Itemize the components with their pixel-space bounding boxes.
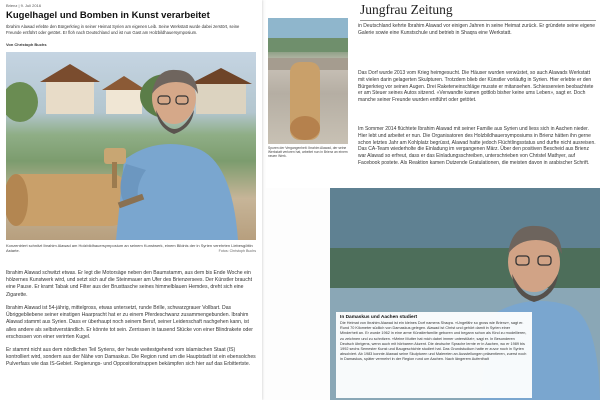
mountain	[330, 188, 600, 248]
log-illustration	[268, 18, 348, 144]
tree-left	[6, 82, 38, 122]
chalet-roof	[40, 64, 100, 82]
log-photo	[268, 18, 348, 144]
article-headline: Kugelhagel und Bomben in Kunst verarbeitet	[6, 10, 210, 21]
article-paragraph: in Deutschland kehrte Ibrahim Alawad vor einigen Jahren in seine Heimat zurück. Er gründete seine eigene Galerie sowie eine Kunstschule und betrieb in Shaqra eine Werkstatt.	[358, 23, 596, 36]
article-paragraph: Das Dorf wurde 2013 vom Krieg heimgesucht. Die Häuser wurden verwüstet, so auch Alawads Werkstatt mit vielen darin gelagerten Skulpturen. Trotzdem blieb der Künstler vorläufig in Syrien. Hier erlebte er den Bürgerkrieg vor seinen Augen. Drei Raketeneinschläge musste er mitansehen. Schiessereien beobachtete er am Steuer seines Autos sitzend. «Verwandte kamen gottlob bisher keine ums Leben», sagt er. Doch manche seiner Freunde wurden entführt oder getötet.	[358, 70, 594, 104]
article-meta: Brienz | 9. Juli 2016	[6, 3, 42, 8]
article-paragraph: Er stammt nicht aus dem nördlichen Teil Syriens, der heute weitestgehend vom islamischen Staat (IS) kontrolliert wird, sondern aus der Nähe von Damaskus. Die Region rund um die Hauptstadt ist ein ebensolches Pulverfass wie das IS-Gebiet. Regierungs- und Oppositionstruppen bekämpfen sich hier auf das Erbittertste.	[6, 347, 256, 368]
article-page-right	[266, 0, 600, 188]
sculptor-illustration	[6, 52, 256, 240]
portrait-page	[330, 188, 600, 400]
article-lead: Ibrahim Alawad erlebte den Bürgerkrieg in seiner Heimat Syrien am eigenen Leib. Seine Werkstatt wurde dabei zerstört, seine Freunde entführt oder getötet. Er floh nach Deutschland und ist nun Gast am Holzbildhauersymposium.	[6, 24, 240, 35]
info-box-text: Die Heimat von Ibrahim Alawad ist ein kleines Dorf namens Shaqra. «Ungefähr so gross wie Brienz», sagt er. Rund 70 Kilometer südlich von Damaskus gelegen. Alawad ist Christ und gehört damit in Syrien einer Minderheit an. Er wurde 1962 in eine arme Künstlerfamilie geboren und begann schon als Kind zu modellieren, zu zeichnen und zu schnitzen. «Meine Mutter hat mich dabei immer unterstützt», sagt er. In Besonderen Deutsch übrigens, wenn auch mit hörbarem Akzent. Die deutsche Sprache lernte er in Aachen, wo er 1989 bis 1992 sechs Semester Kunst und Baugeschichte studiert hat. Das Grundstudium hatte er zuvor noch in Syrien absolviert. Ab 1983 konnte Alawad seine Skulpturen und Malereien an Ausstellungen präsentieren, zuerst noch in Damaskus, später vermehrt in der Region rund um Aachen. Nach längerem Aufenthalt	[340, 321, 527, 362]
chalet-building	[46, 80, 94, 114]
photo-credit: Fotos: Christoph Buchs	[218, 249, 256, 253]
info-box	[336, 312, 532, 398]
newspaper-masthead: Jungfrau Zeitung	[360, 2, 453, 17]
chalet-roof-2	[102, 76, 146, 90]
chalet-building-2	[106, 88, 142, 114]
photo-caption: Konzentriert schnitzt Ibrahim Alawad am Holzbildhauersymposium an seinem Kunstwerk, einem Bildnis der in Syrien verehrten Liebesgöttin Astarte.	[6, 243, 253, 253]
mallet-handle	[112, 162, 117, 188]
article-page-left	[0, 0, 262, 400]
article-paragraph: Ibrahim Alawad schwitzt etwas. Er legt die Motorsäge neben den Baumstamm, aus dem bis Ende Woche ein hölzernes Kunstwerk wird, und setzt sich auf die Steinmauer am Ufer des Brienzersees. Der Künstler braucht eine Pause. Er kramt Tabak und Filter aus der Brusttasche seines himmelblauen Hemdes, dreht sich eine Zigarette.	[6, 270, 253, 298]
sky	[268, 18, 348, 38]
log-cross-section	[290, 116, 320, 140]
photo-caption-right: Spuren der Vergangenheit: Ibrahim Alawad, der seine Werkstatt verloren hat, arbeitet nun in Brienz an einem neuen Werk.	[268, 146, 348, 159]
mallet-icon	[104, 148, 126, 164]
sculptor-photo	[6, 52, 256, 240]
trees	[268, 38, 348, 52]
chalet-roof-3	[190, 68, 252, 84]
article-byline: Von Christoph Buchs	[6, 42, 47, 47]
masthead-divider	[360, 20, 596, 21]
article-paragraph: Im Sommer 2014 flüchtete Ibrahim Alawad mit seiner Familie aus Syrien und liess sich in Aachen nieder. Hier lebt und arbeitet er nun. Die Organisatoren des Holzbildhauersymposiums in Brienz hätten ihn gerne schon letztes Jahr am Kohlplatz begrüsst, Alawad hatte jedoch Flüchtlingsstatus und durfte nicht ausreisen. Das CA-Team wiederholte die Einladung im vergangenen März. Über den positiven Bescheid aus Brienz war Alawad so erfreut, dass er das Einladungsschreiben, unterschrieben von Christel Mathyer, auf Facebook postete. Als Reaktion kamen Dutzende Gratulationen, die meisten davon in arabischer Schrift.	[358, 126, 596, 166]
chalet-building-3	[196, 82, 246, 114]
info-box-title: In Damaskus und Aachen studiert	[340, 315, 418, 320]
forest	[330, 248, 600, 288]
article-paragraph: Ibrahim Alawad ist 54-jährig, mittelgross, etwas untersetzt, runde Brille, schwarzgrauer Vollbart. Das Übriggebliebene seiner einstigen Haarpracht hat er zu einem Pferdeschwanz zusammengebunden. Ibrahim Alawad stammt aus Syrien. Dass er überhaupt noch seinem Beruf, seiner Leidenschaft nachgehen kann, ist alles andere als selbstverständlich. Er könnte tot sein. Zerrissen in tausend Stücke von einer Blindrakete oder erschossen von einer verirrten Kugel.	[6, 305, 253, 340]
